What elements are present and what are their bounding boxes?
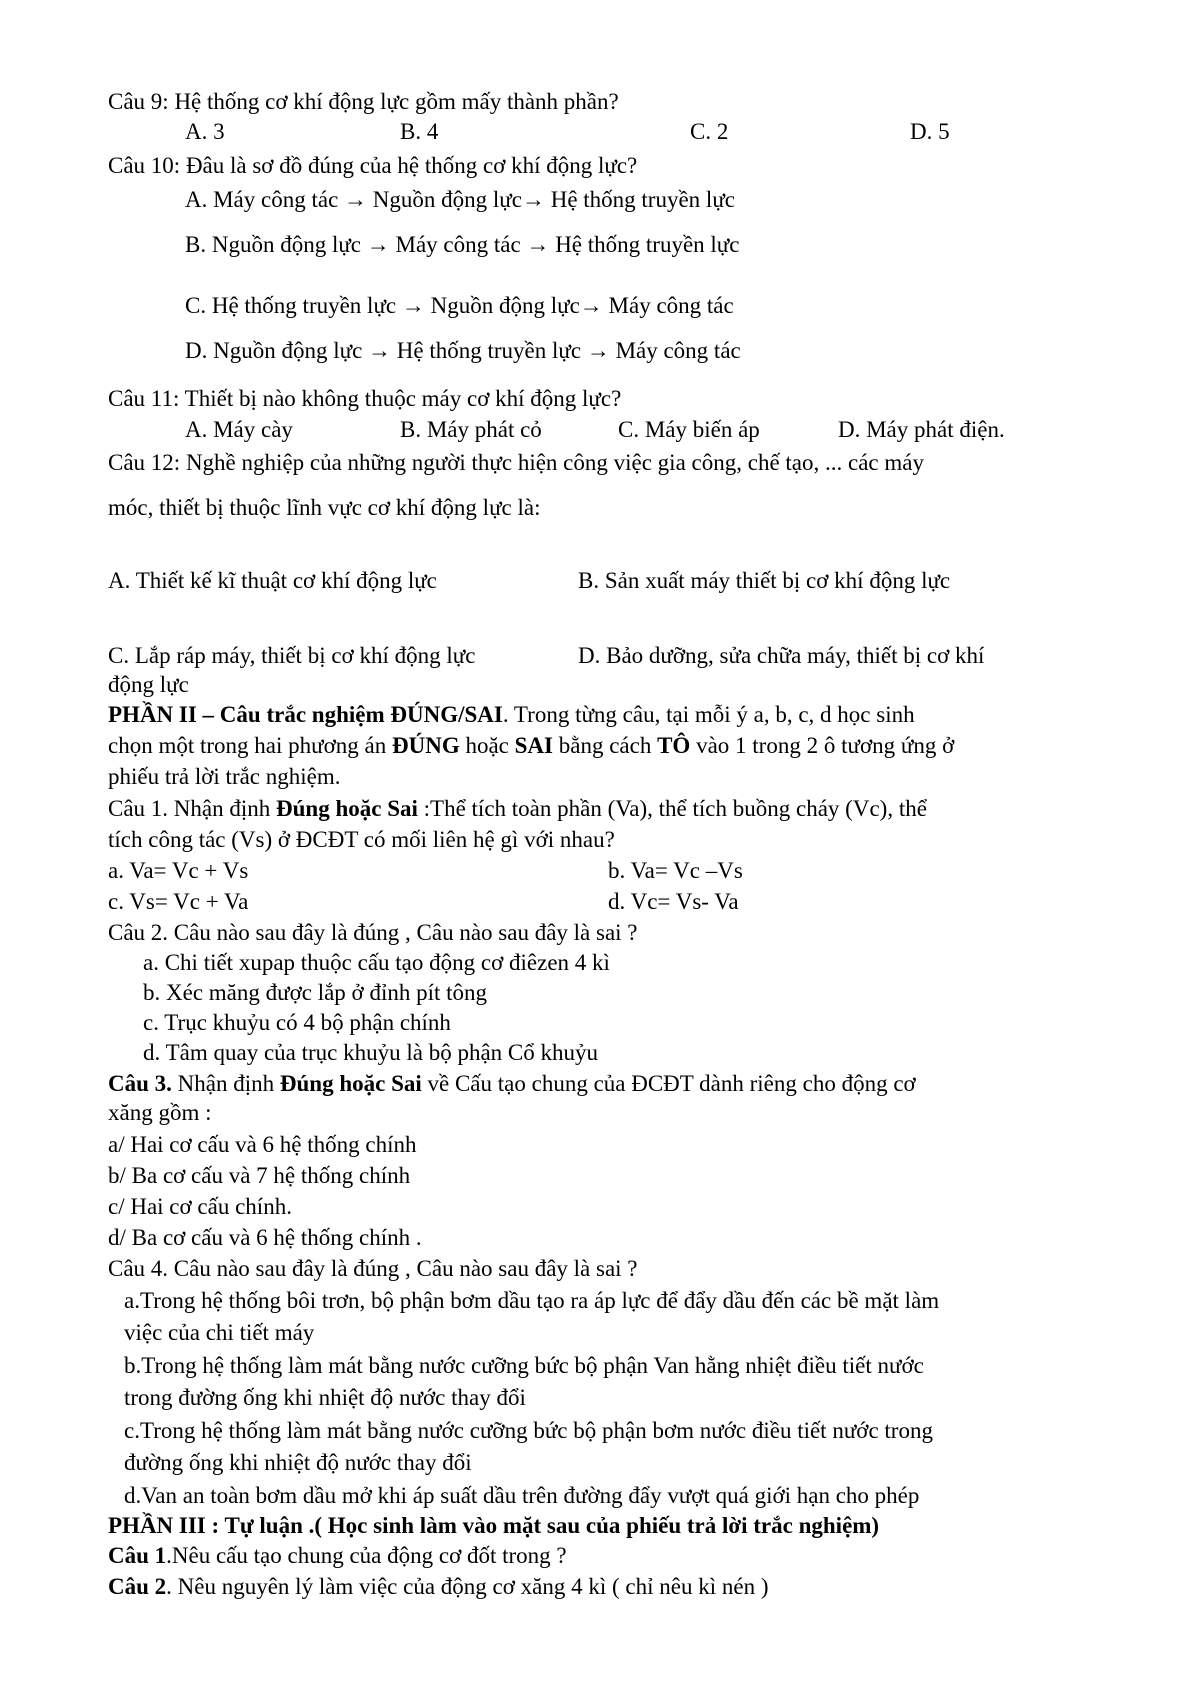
q12-option-d-line1: D. Bảo dưỡng, sửa chữa máy, thiết bị cơ khí: [578, 643, 985, 668]
p3-q1: [108, 1542, 567, 1570]
q10-option-d: D. Nguồn động lực → Hệ thống truyền lực → Máy công tác: [185, 338, 741, 363]
part2-heading: PHẦN II – Câu trắc nghiệm ĐÚNG/SAI: [108, 702, 503, 727]
q9-option-c: C. 2: [690, 119, 729, 144]
q12-option-d-line2: động lực: [108, 672, 189, 697]
p2-q4-option-c-line1: c.Trong hệ thống làm mát bằng nước cưỡng bức bộ phận bơm nước điều tiết nước trong: [124, 1418, 933, 1443]
q10-stem: Câu 10: Đâu là sơ đồ đúng của hệ thống cơ khí động lực?: [108, 153, 638, 178]
part2-intro-line1: [108, 701, 915, 729]
q12-option-c: C. Lắp ráp máy, thiết bị cơ khí động lực: [108, 643, 476, 668]
q11-option-b: B. Máy phát cỏ: [400, 417, 542, 442]
p2-q2-option-b: b. Xéc măng được lắp ở đỉnh pít tông: [143, 980, 488, 1005]
p2-q2-stem: Câu 2. Câu nào sau đây là đúng , Câu nào sau đây là sai ?: [108, 920, 638, 945]
p2-q3-option-b: b/ Ba cơ cấu và 7 hệ thống chính: [108, 1163, 411, 1188]
bold-dung: ĐÚNG: [391, 733, 460, 758]
p2-q1-option-b: b. Va= Vc –Vs: [608, 858, 743, 883]
text: .Nêu cấu tạo chung của động cơ đốt trong ?: [166, 1543, 567, 1568]
part3-heading: PHẦN III : Tự luận .( Học sinh làm vào mặt sau của phiếu trả lời trắc nghiệm): [108, 1513, 880, 1538]
q12-option-b: B. Sản xuất máy thiết bị cơ khí động lực: [578, 568, 951, 593]
q10-option-a: A. Máy công tác → Nguồn động lực→ Hệ thống truyền lực: [185, 187, 735, 212]
bold-text: Đúng hoặc Sai: [276, 796, 418, 821]
p2-q4-stem: Câu 4. Câu nào sau đây là đúng , Câu nào sau đây là sai ?: [108, 1256, 638, 1281]
q10-option-b: B. Nguồn động lực → Máy công tác → Hệ thống truyền lực: [185, 232, 740, 257]
p2-q4-option-b-line1: b.Trong hệ thống làm mát bằng nước cưỡng bức bộ phận Van hằng nhiệt điều tiết nước: [124, 1353, 924, 1378]
text: chọn một trong hai phương án: [108, 733, 392, 758]
p2-q3-stem-line2: xăng gồm :: [108, 1100, 212, 1125]
bold-to: TÔ: [657, 733, 691, 758]
bold-text: Đúng hoặc Sai: [279, 1071, 422, 1096]
p2-q1-stem-line2: tích công tác (Vs) ở ĐCĐT có mối liên hệ gì với nhau?: [108, 827, 615, 852]
p2-q1-option-c: c. Vs= Vc + Va: [108, 889, 249, 914]
q9-stem: Câu 9: Hệ thống cơ khí động lực gồm mấy thành phần?: [108, 89, 619, 114]
text: hoặc: [459, 733, 515, 758]
part2-intro-text: . Trong từng câu, tại mỗi ý a, b, c, d học sinh: [502, 702, 915, 727]
p2-q4-option-a-line2: việc của chi tiết máy: [124, 1320, 315, 1345]
bold-text: Câu 2: [108, 1574, 167, 1599]
q10-option-c: C. Hệ thống truyền lực → Nguồn động lực→ Máy công tác: [185, 293, 734, 318]
q9-option-a: A. 3: [185, 119, 225, 144]
p3-q2: [108, 1573, 768, 1601]
text: . Nêu nguyên lý làm việc của động cơ xăng 4 kì ( chỉ nêu kì nén ): [166, 1574, 769, 1599]
p2-q3-option-c: c/ Hai cơ cấu chính.: [108, 1194, 292, 1219]
part2-intro-line3: phiếu trả lời trắc nghiệm.: [108, 764, 341, 789]
p2-q4-option-c-line2: đường ống khi nhiệt độ nước thay đổi: [124, 1450, 472, 1475]
q11-option-c: C. Máy biến áp: [618, 417, 760, 442]
q12-stem-line2: móc, thiết bị thuộc lĩnh vực cơ khí động lực là:: [108, 495, 541, 520]
p2-q4-option-b-line2: trong đường ống khi nhiệt độ nước thay đổi: [124, 1385, 526, 1410]
q12-option-a: A. Thiết kế kĩ thuật cơ khí động lực: [108, 568, 437, 593]
text: vào 1 trong 2 ô tương ứng ở: [690, 733, 955, 758]
p2-q3-option-a: a/ Hai cơ cấu và 6 hệ thống chính: [108, 1132, 417, 1157]
q11-stem: Câu 11: Thiết bị nào không thuộc máy cơ khí động lực?: [108, 386, 622, 411]
q12-stem-line1: Câu 12: Nghề nghiệp của những người thực hiện công việc gia công, chế tạo, ... các máy: [108, 450, 924, 475]
bold-text: Câu 1: [108, 1543, 167, 1568]
text: bằng cách: [553, 733, 658, 758]
q11-option-a: A. Máy cày: [185, 417, 293, 442]
p2-q4-option-d: d.Van an toàn bơm dầu mở khi áp suất dầu trên đường đẩy vượt quá giới hạn cho phép: [124, 1483, 920, 1508]
p2-q4-option-a-line1: a.Trong hệ thống bôi trơn, bộ phận bơm dầu tạo ra áp lực để đẩy dầu đến các bề mặt làm: [124, 1288, 940, 1313]
text: :Thể tích toàn phần (Va), thể tích buồng cháy (Vc), thể: [417, 796, 927, 821]
p2-q3-stem-line1: [108, 1070, 1068, 1098]
q9-option-d: D. 5: [910, 119, 950, 144]
q11-option-d: D. Máy phát điện.: [838, 417, 1005, 442]
bold-sai: SAI: [514, 733, 553, 758]
p2-q1-option-a: a. Va= Vc + Vs: [108, 858, 249, 883]
q9-option-b: B. 4: [400, 119, 439, 144]
p2-q2-option-a: a. Chi tiết xupap thuộc cấu tạo động cơ điêzen 4 kì: [143, 950, 610, 975]
p2-q2-option-c: c. Trục khuỷu có 4 bộ phận chính: [143, 1010, 451, 1035]
part2-intro-line2: [108, 732, 954, 760]
p2-q3-option-d: d/ Ba cơ cấu và 6 hệ thống chính .: [108, 1225, 422, 1250]
p2-q2-option-d: d. Tâm quay của trục khuỷu là bộ phận Cổ khuỷu: [143, 1040, 599, 1065]
text: Câu 1. Nhận định: [108, 796, 277, 821]
text: Nhận định: [171, 1071, 280, 1096]
p2-q1-option-d: d. Vc= Vs- Va: [608, 889, 739, 914]
text: về Cấu tạo chung của ĐCĐT dành riêng cho động cơ: [421, 1071, 916, 1096]
p2-q1-stem-line1: [108, 795, 927, 823]
bold-text: Câu 3.: [108, 1071, 172, 1096]
